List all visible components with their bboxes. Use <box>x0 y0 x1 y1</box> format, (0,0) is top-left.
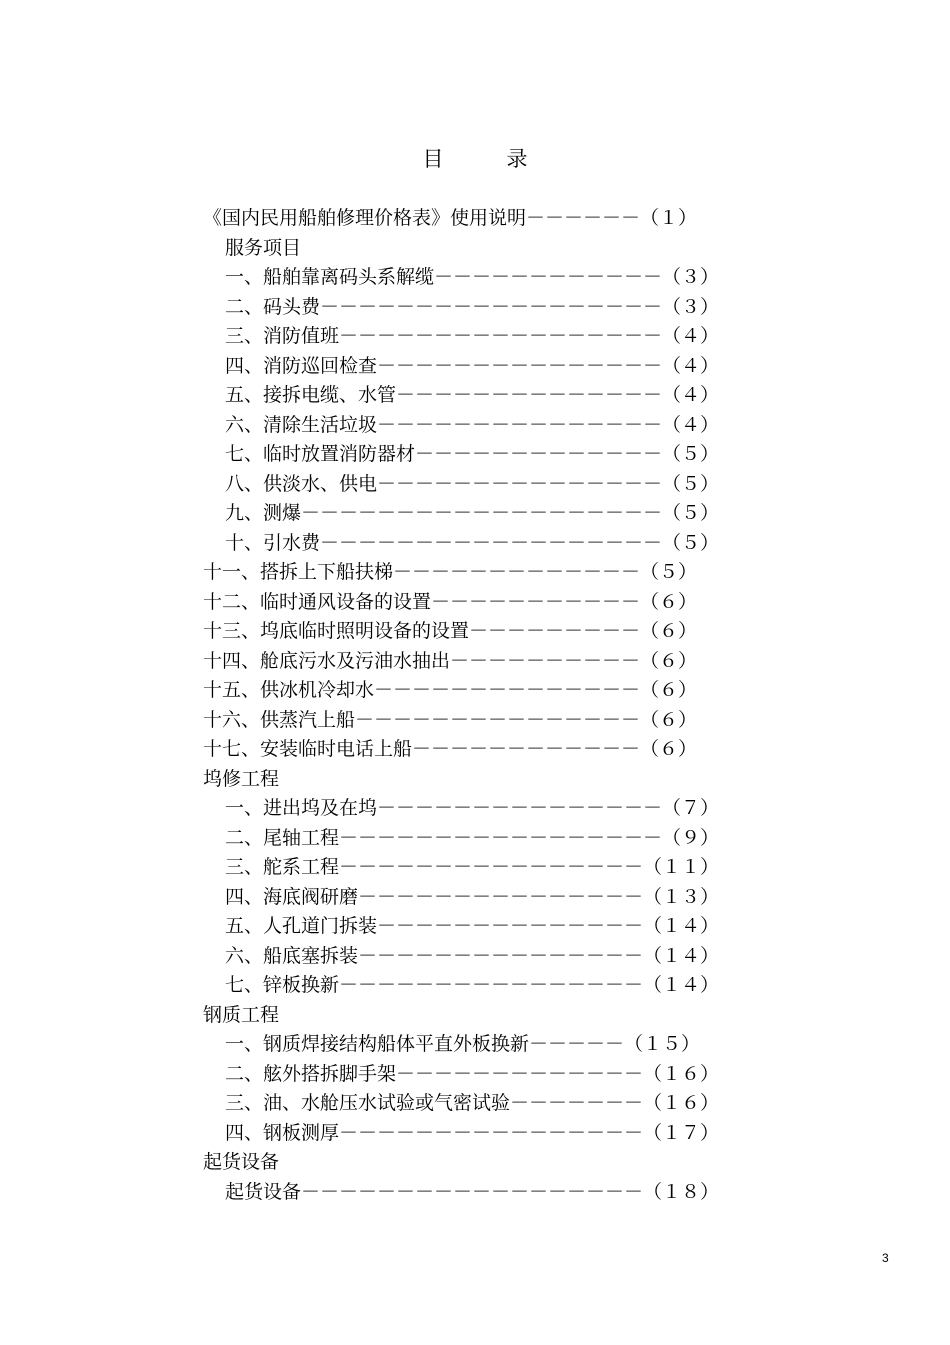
page-title: 目 录 <box>422 147 528 171</box>
toc-entry-text: 八、供淡水、供电－－－－－－－－－－－－－－－（５） <box>225 472 720 495</box>
toc-entry <box>203 1060 743 1090</box>
toc-entry-text: 十、引水费－－－－－－－－－－－－－－－－－－（５） <box>225 531 720 554</box>
toc-entry-text: 六、船底塞拆装－－－－－－－－－－－－－－－（１４） <box>225 944 720 967</box>
toc-entry <box>203 529 743 559</box>
table-of-contents <box>203 204 743 1207</box>
toc-entry <box>203 381 743 411</box>
toc-entry-text: 十四、舱底污水及污油水抽出－－－－－－－－－－（６） <box>203 649 698 672</box>
toc-entry <box>203 499 743 529</box>
toc-entry <box>203 794 743 824</box>
toc-entry-text: 钢质工程 <box>203 1003 280 1026</box>
toc-entry <box>203 765 743 795</box>
toc-entry-text: 二、码头费－－－－－－－－－－－－－－－－－－（３） <box>225 295 720 318</box>
toc-entry <box>203 558 743 588</box>
toc-entry <box>203 440 743 470</box>
toc-entry-text: 三、舵系工程－－－－－－－－－－－－－－－－（１１） <box>225 856 720 878</box>
toc-entry <box>203 352 743 382</box>
toc-entry <box>203 735 743 765</box>
toc-entry <box>203 676 743 706</box>
toc-entry-text: 六、清除生活垃圾－－－－－－－－－－－－－－－（４） <box>225 413 720 436</box>
toc-entry-text: 起货设备－－－－－－－－－－－－－－－－－－（１８） <box>225 1180 720 1203</box>
toc-entry-text: 坞修工程 <box>203 767 280 790</box>
toc-entry <box>203 204 743 234</box>
toc-entry <box>203 293 743 323</box>
toc-entry-text: 二、舷外搭拆脚手架－－－－－－－－－－－－－（１６） <box>225 1062 720 1085</box>
toc-entry <box>203 1119 743 1149</box>
toc-entry-text: 《国内民用船舶修理价格表》使用说明－－－－－－（１） <box>203 207 698 229</box>
toc-entry-text: 服务项目 <box>225 236 302 259</box>
toc-entry <box>203 322 743 352</box>
toc-entry <box>203 411 743 441</box>
toc-entry <box>203 1001 743 1031</box>
toc-entry-text: 起货设备 <box>203 1151 280 1173</box>
toc-entry-text: 十五、供冰机冷却水－－－－－－－－－－－－－－（６） <box>203 679 698 701</box>
toc-entry <box>203 1089 743 1119</box>
toc-entry <box>203 883 743 913</box>
page-number: 3 <box>882 1251 889 1265</box>
toc-entry <box>203 617 743 647</box>
toc-entry-text: 四、海底阀研磨－－－－－－－－－－－－－－－（１３） <box>225 885 720 908</box>
toc-entry <box>203 263 743 293</box>
toc-entry <box>203 1178 743 1208</box>
toc-entry-text: 四、钢板测厚－－－－－－－－－－－－－－－－（１７） <box>225 1121 720 1144</box>
toc-entry-text: 九、测爆－－－－－－－－－－－－－－－－－－－（５） <box>225 502 720 524</box>
toc-entry <box>203 706 743 736</box>
toc-entry-text: 五、接拆电缆、水管－－－－－－－－－－－－－－（４） <box>225 384 720 406</box>
toc-entry <box>203 588 743 618</box>
toc-entry <box>203 234 743 264</box>
toc-entry-text: 十二、临时通风设备的设置－－－－－－－－－－－（６） <box>203 590 698 613</box>
toc-entry-text: 十一、搭拆上下船扶梯－－－－－－－－－－－－－（５） <box>203 561 698 583</box>
toc-entry <box>203 647 743 677</box>
toc-entry-text: 十七、安装临时电话上船－－－－－－－－－－－－（６） <box>203 738 698 760</box>
toc-entry-text: 一、钢质焊接结构船体平直外板换新－－－－－（１５） <box>225 1033 701 1055</box>
toc-entry-text: 三、消防值班－－－－－－－－－－－－－－－－－（４） <box>225 325 720 347</box>
toc-entry-text: 五、人孔道门拆装－－－－－－－－－－－－－－（１４） <box>225 915 720 937</box>
toc-entry-text: 七、锌板换新－－－－－－－－－－－－－－－－（１４） <box>225 974 720 996</box>
toc-entry-text: 三、油、水舱压水试验或气密试验－－－－－－－（１６） <box>225 1092 720 1114</box>
toc-entry-text: 一、进出坞及在坞－－－－－－－－－－－－－－－（７） <box>225 797 720 819</box>
toc-entry-text: 二、尾轴工程－－－－－－－－－－－－－－－－－（９） <box>225 826 720 849</box>
toc-entry <box>203 853 743 883</box>
toc-entry-text: 十六、供蒸汽上船－－－－－－－－－－－－－－－（６） <box>203 708 698 731</box>
toc-entry-text: 四、消防巡回检查－－－－－－－－－－－－－－－（４） <box>225 354 720 377</box>
toc-entry-text: 十三、坞底临时照明设备的设置－－－－－－－－－（６） <box>203 620 698 642</box>
toc-entry <box>203 1030 743 1060</box>
toc-entry <box>203 824 743 854</box>
toc-entry <box>203 470 743 500</box>
toc-entry-text: 一、船舶靠离码头系解缆－－－－－－－－－－－－（３） <box>225 266 720 288</box>
toc-entry <box>203 942 743 972</box>
toc-entry <box>203 912 743 942</box>
toc-entry-text: 七、临时放置消防器材－－－－－－－－－－－－－（５） <box>225 443 720 465</box>
toc-entry <box>203 1148 743 1178</box>
toc-entry <box>203 971 743 1001</box>
